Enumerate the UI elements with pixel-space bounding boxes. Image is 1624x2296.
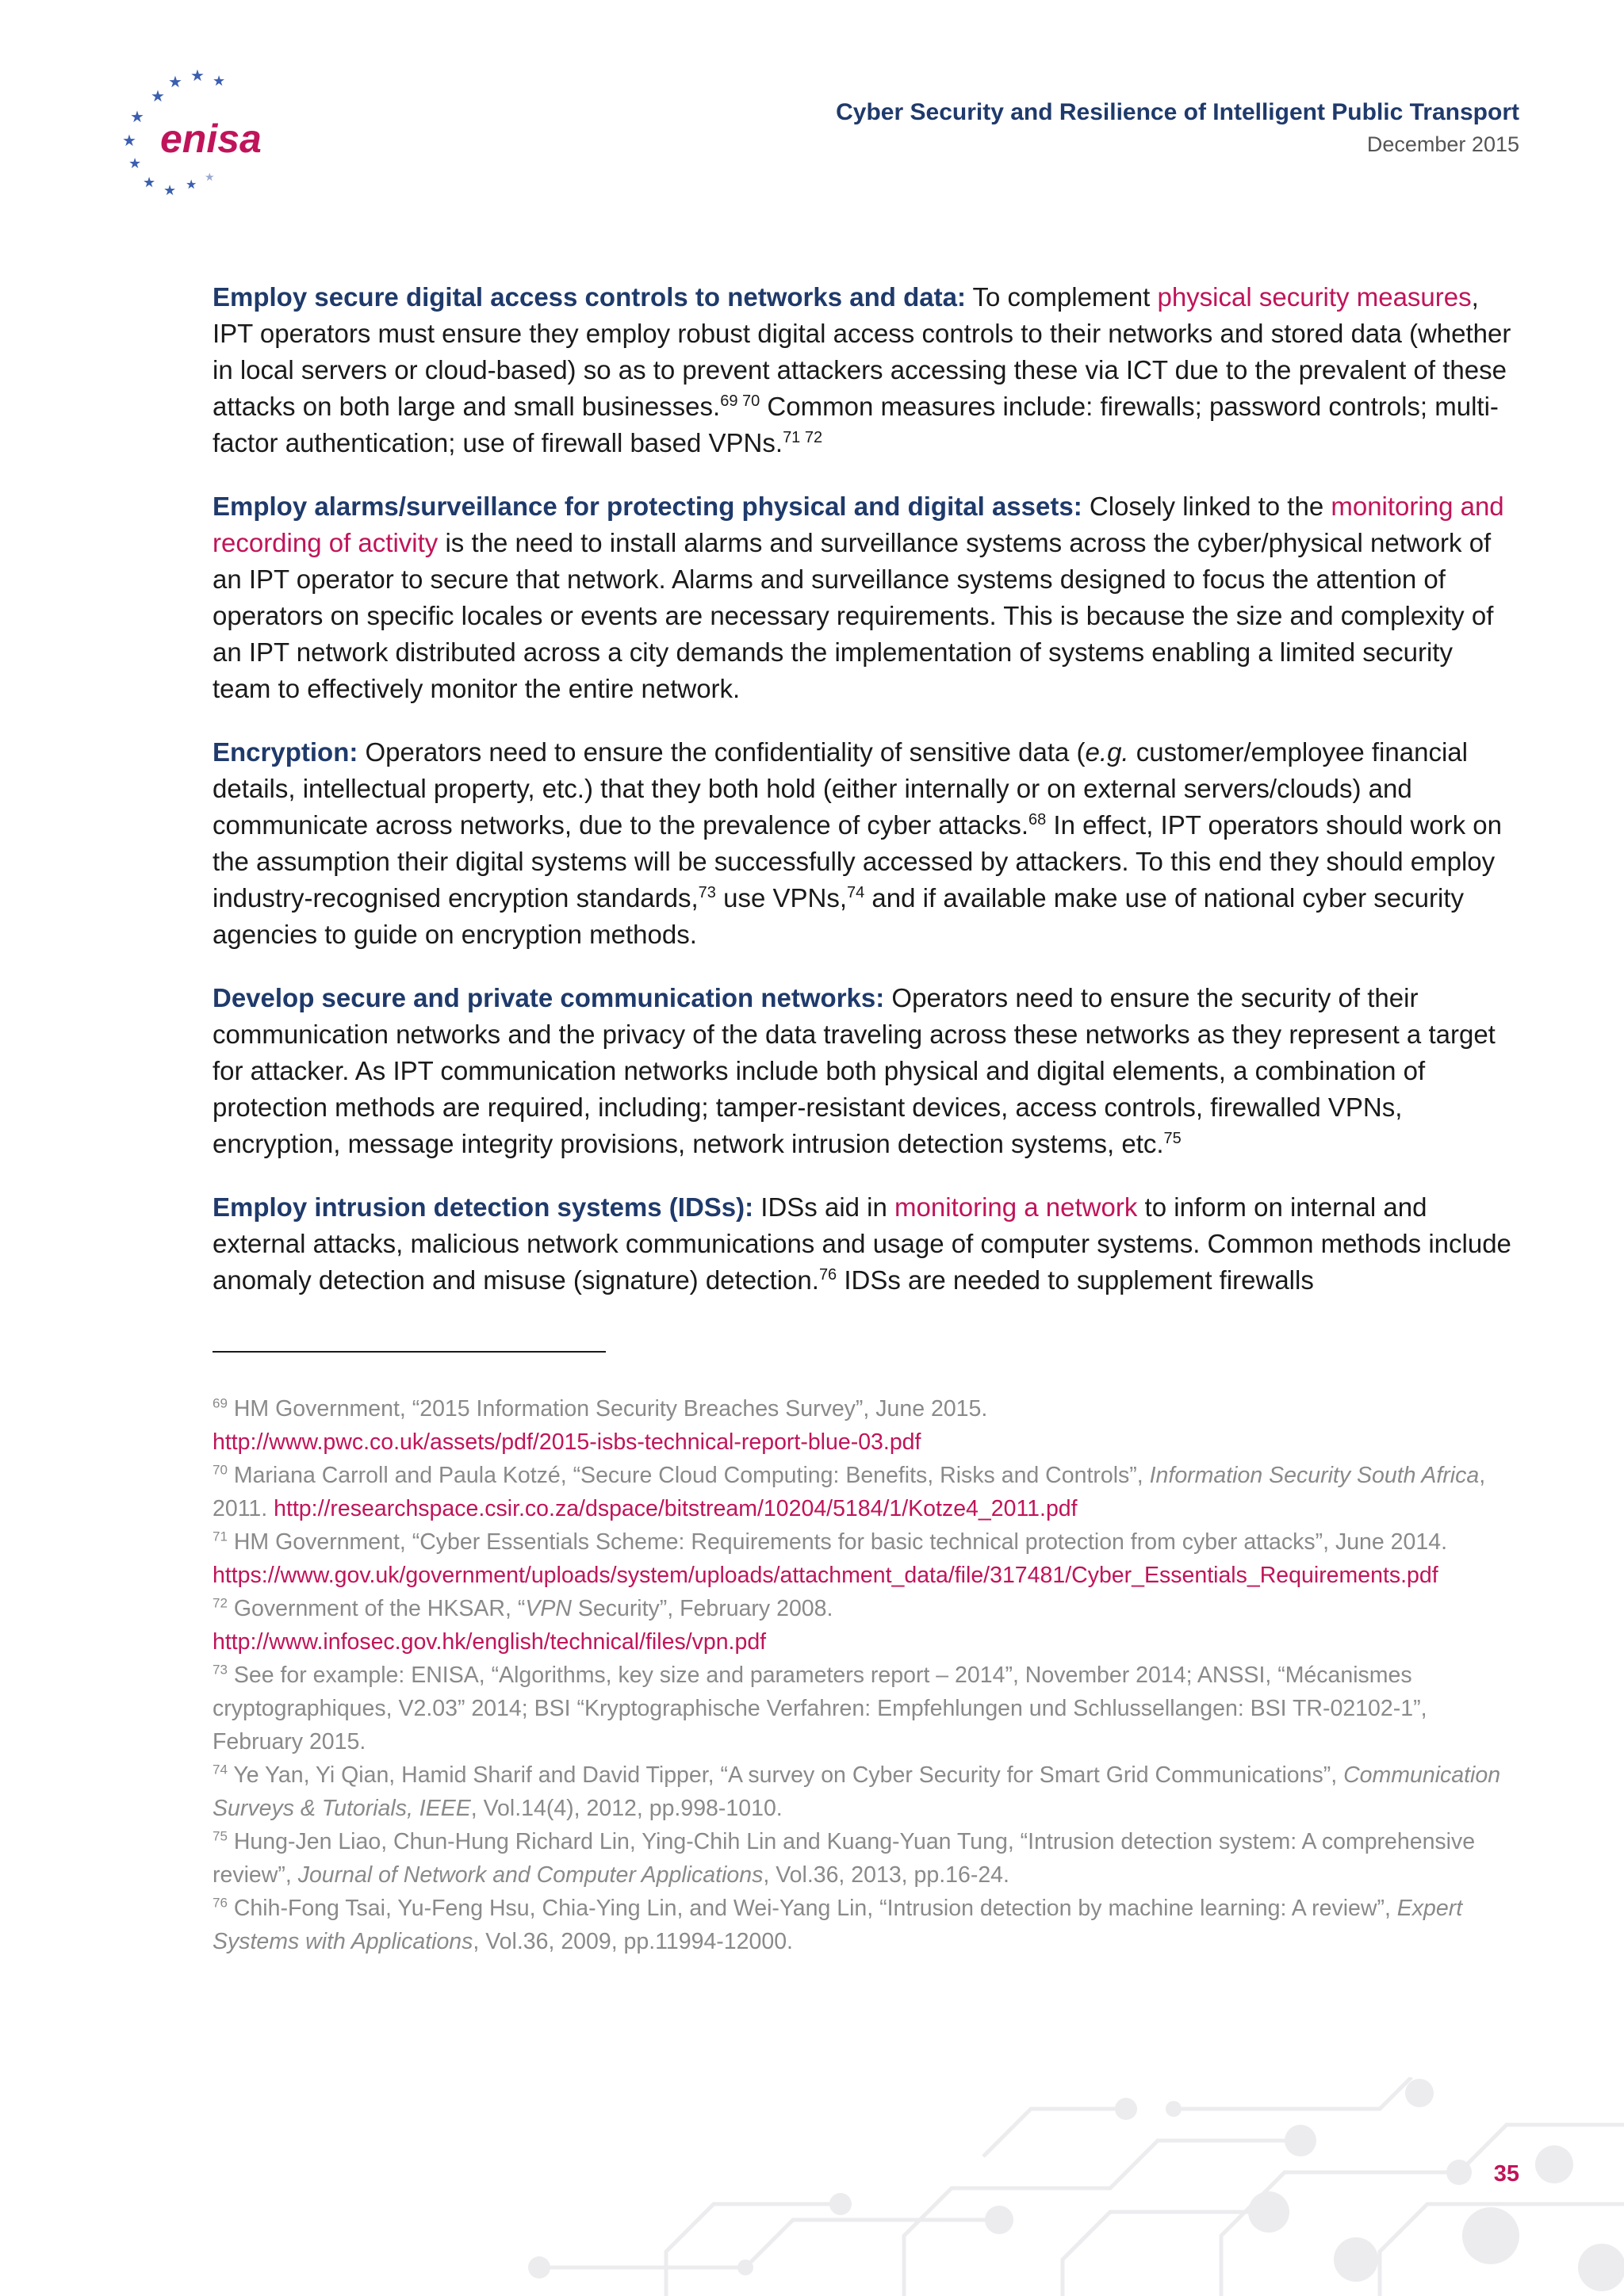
paragraph-heading: Develop secure and private communication networks: — [213, 983, 885, 1012]
link-monitoring-recording[interactable]: monitoring and recording of activity — [213, 492, 1504, 557]
svg-text:★: ★ — [128, 155, 142, 171]
footnote-text: Hung-Jen Liao, Chun-Hung Richard Lin, Ying-Chih Lin and Kuang-Yuan Tung, “Intrusion detection system: A comprehensive review”, — [213, 1829, 1476, 1888]
footnote-text: Government of the HKSAR, “ — [227, 1596, 526, 1621]
footnote-75 — [213, 1825, 1513, 1892]
footnote-url[interactable]: https://www.gov.uk/government/uploads/system/uploads/attachment_data/file/317481/Cyber_Essentials_Requirements.pdf — [213, 1563, 1438, 1588]
link-physical-security-measures[interactable]: physical security measures — [1157, 282, 1472, 312]
footnote-text: Chih-Fong Tsai, Yu-Feng Hsu, Chia-Ying Lin, and Wei-Yang Lin, “Intrusion detection by machine learning: A review”, — [227, 1896, 1397, 1921]
svg-text:★: ★ — [190, 67, 205, 85]
svg-text:★: ★ — [186, 178, 197, 192]
footnote-url[interactable]: http://www.pwc.co.uk/assets/pdf/2015-isbs-technical-report-blue-03.pdf — [213, 1429, 921, 1455]
footnote-italic: Information Security South Africa — [1149, 1463, 1480, 1488]
footnote-italic: Communication Surveys & Tutorials, IEEE — [213, 1762, 1501, 1821]
body-text: to inform on internal and external attacks, malicious network communications and usage of computer systems. Common methods include anomaly detection and misuse (signature) detection. — [213, 1192, 1511, 1295]
body-text: use VPNs, — [715, 883, 847, 913]
body-text: IDSs are needed to supplement firewalls — [837, 1265, 1314, 1295]
footnote-number: 72 — [213, 1595, 228, 1611]
footnote-number: 71 — [213, 1529, 228, 1544]
footnote-70 — [213, 1459, 1513, 1525]
paragraph-secure-networks — [213, 980, 1513, 1162]
footnote-72 — [213, 1592, 1513, 1659]
footnote-69 — [213, 1392, 1513, 1459]
svg-text:★: ★ — [163, 182, 177, 198]
footnote-italic: VPN — [525, 1596, 572, 1621]
paragraph-intrusion-detection — [213, 1189, 1513, 1299]
svg-text:★: ★ — [151, 88, 165, 105]
footnote-url[interactable]: http://researchspace.csir.co.za/dspace/bitstream/10204/5184/1/Kotze4_2011.pdf — [274, 1496, 1078, 1521]
svg-text:★: ★ — [143, 174, 156, 190]
svg-text:★: ★ — [205, 170, 215, 183]
footnote-ref[interactable]: 71 72 — [783, 429, 823, 446]
footnote-ref[interactable]: 74 — [847, 884, 865, 901]
footnote-73 — [213, 1659, 1513, 1758]
paragraph-access-controls — [213, 279, 1513, 461]
paragraph-heading: Employ secure digital access controls to networks and data: — [213, 282, 966, 312]
footnote-text: , 2011. — [213, 1463, 1486, 1521]
footnote-number: 75 — [213, 1828, 228, 1844]
body-content — [213, 279, 1513, 1326]
svg-text:★: ★ — [213, 73, 226, 89]
footnote-text: Ye Yan, Yi Qian, Hamid Sharif and David Tipper, “A survey on Cyber Security for Smart Grid Communications”, — [227, 1762, 1344, 1788]
footnote-text: , Vol.36, 2013, pp.16-24. — [763, 1862, 1009, 1888]
link-monitoring-network[interactable]: monitoring a network — [894, 1192, 1138, 1222]
footnote-text: HM Government, “2015 Information Security Breaches Survey”, June 2015. — [227, 1396, 988, 1422]
paragraph-heading: Encryption: — [213, 737, 358, 767]
footnote-text: Security”, February 2008. — [571, 1596, 833, 1621]
body-text: IDSs aid in — [753, 1192, 895, 1222]
body-text: customer/employee financial details, intellectual property, etc.) that they both hold (either internally or on external servers/clouds) and communicate across networks, due to the prevalence of cyber attacks. — [213, 737, 1468, 840]
svg-text:★: ★ — [122, 132, 136, 150]
footnote-url[interactable]: http://www.infosec.gov.hk/english/technical/files/vpn.pdf — [213, 1629, 767, 1655]
footnote-text: , Vol.36, 2009, pp.11994-12000. — [473, 1929, 793, 1954]
footnote-ref[interactable]: 68 — [1028, 811, 1047, 828]
footnote-text: , Vol.14(4), 2012, pp.998-1010. — [470, 1796, 783, 1821]
body-text: Common measures include: firewalls; password controls; multi-factor authentication; use of firewall based VPNs. — [213, 392, 1499, 457]
footnote-divider — [213, 1351, 606, 1353]
footnote-number: 69 — [213, 1395, 228, 1411]
document-date: December 2015 — [1366, 132, 1519, 156]
body-text: , IPT operators must ensure they employ robust digital access controls to their networks and stored data (whether in local servers or cloud-based) so as to prevent attackers accessing these via ICT due to the prevalent of these attacks on both large and small businesses. — [213, 282, 1511, 421]
logo-wordmark: enisa — [160, 117, 262, 161]
footnote-ref[interactable]: 75 — [1163, 1130, 1182, 1147]
footnote-text: See for example: ENISA, “Algorithms, key size and parameters report – 2014”, November 2014; ANSSI, “Mécanismes cryptographiques, V2.03” 2014; BSI “Kryptographische Verfahren: Empfehlungen und Schlussellangen: BSI TR-02102-1”, February 2015. — [213, 1663, 1427, 1755]
footnote-71 — [213, 1525, 1513, 1592]
footnote-74 — [213, 1758, 1513, 1825]
footnote-number: 76 — [213, 1895, 228, 1911]
paragraph-heading: Employ intrusion detection systems (IDSs): — [213, 1192, 754, 1222]
body-text: is the need to install alarms and surveillance systems across the cyber/physical network of an IPT operator to secure that network. Alarms and surveillance systems designed to focus the attention of operators on specific locales or events are necessary requirements. This is because the size and complexity of an IPT network distributed across a city demands the implementation of systems enabling a limited security team to effectively monitor the entire network. — [213, 528, 1494, 703]
footnote-ref[interactable]: 69 70 — [720, 392, 760, 410]
body-text: Operators need to ensure the confidentiality of sensitive data ( — [358, 737, 1086, 767]
footnote-number: 74 — [213, 1762, 228, 1777]
body-text: To complement — [965, 282, 1158, 312]
footnote-number: 73 — [213, 1662, 228, 1678]
body-text: In effect, IPT operators should work on the assumption their digital systems will be successfully accessed by attackers. To this end they should employ industry-recognised encryption standards, — [213, 810, 1503, 913]
paragraph-encryption — [213, 734, 1513, 953]
footnote-number: 70 — [213, 1462, 228, 1478]
footnote-text: HM Government, “Cyber Essentials Scheme: Requirements for basic technical protection from cyber attacks”, June 2014. — [227, 1529, 1447, 1555]
footnote-italic: Expert Systems with Applications — [213, 1896, 1463, 1954]
page-header — [836, 97, 1519, 160]
footnote-ref[interactable]: 73 — [698, 884, 716, 901]
paragraph-alarms-surveillance — [213, 488, 1513, 707]
footnote-76 — [213, 1892, 1513, 1958]
document-title: Cyber Security and Resilience of Intelligent Public Transport — [836, 99, 1519, 125]
footnote-ref[interactable]: 76 — [818, 1266, 837, 1284]
body-text: and if available make use of national cyber security agencies to guide on encryption methods. — [213, 883, 1464, 949]
svg-text:★: ★ — [168, 74, 182, 91]
circuit-decoration — [508, 2077, 1624, 2296]
body-text: Operators need to ensure the security of their communication networks and the privacy of the data traveling across these networks as they represent a target for attacker. As IPT communication networks include both physical and digital elements, a combination of protection methods are required, including; tamper-resistant devices, access controls, firewalled VPNs, encryption, message integrity provisions, network intrusion detection systems, etc. — [213, 983, 1496, 1158]
paragraph-heading: Employ alarms/surveillance for protecting physical and digital assets: — [213, 492, 1082, 521]
body-text: Closely linked to the — [1082, 492, 1331, 521]
svg-text:★: ★ — [130, 109, 144, 126]
body-text-italic: e.g. — [1085, 737, 1129, 767]
footnotes — [213, 1392, 1513, 1958]
footnote-italic: Journal of Network and Computer Applications — [297, 1862, 764, 1888]
footnote-text: Mariana Carroll and Paula Kotzé, “Secure Cloud Computing: Benefits, Risks and Controls”, — [227, 1463, 1150, 1488]
page-number: 35 — [1493, 2161, 1519, 2187]
enisa-logo — [111, 63, 270, 198]
